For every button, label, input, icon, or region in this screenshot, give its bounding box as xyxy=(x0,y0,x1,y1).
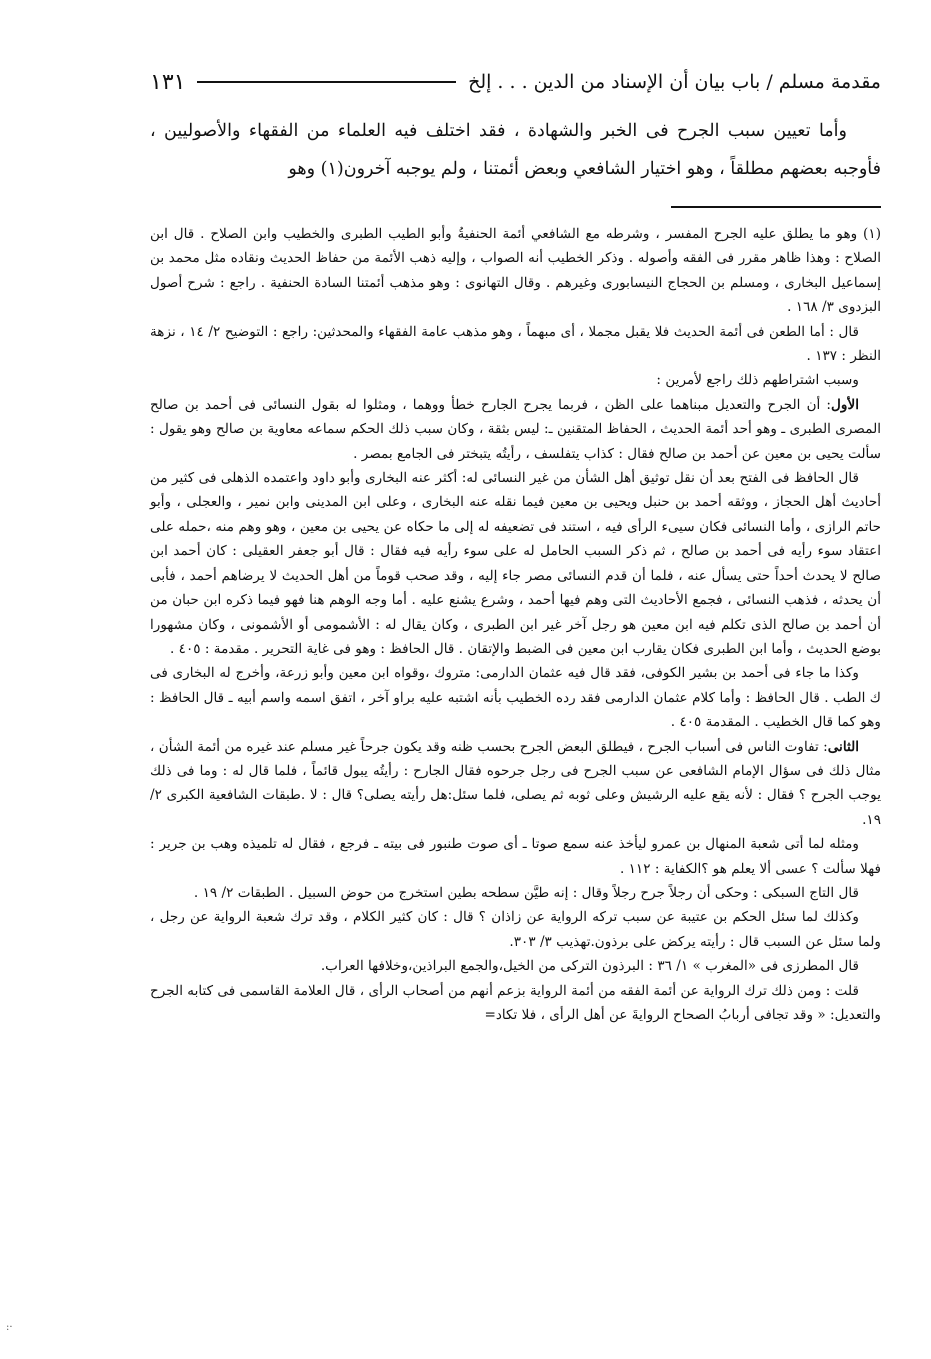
running-header xyxy=(150,60,881,104)
point-label: الثانى xyxy=(827,738,859,755)
footnote-paragraph: قال التاج السبكى : وحكى أن رجلاً جرح رجلاً وقال : إنه طيَّن سطحه بطين استخرج من حوض السبيل . الطبقات ٢/ ١٩ . xyxy=(193,884,859,901)
footnote-text: : تفاوت الناس فى أسباب الجرح ، فيطلق البعض الجرح بحسب ظنه وقد يكون جرحاً غير مسلم عند غيره من أئمة الشأن ، مثال ذلك فى سؤال الإمام الشافعى عن سبب الجرح فى رجل جرحوه فقال الجارح : رأيتُه يبول قائماً ، فلما قال له : وما فى ذلك يوجب الجرح ؟ فقال : لأنه يقع عليه الرشيش وعلى ثوبه ثم يصلى، فلما سئل:هل رأيته يصلى؟ قال : لا .طبقات الشافعية الكبرى ٢/ ١٩. xyxy=(150,738,881,828)
footnote-paragraph xyxy=(150,735,881,833)
main-text xyxy=(150,112,881,188)
footnote-paragraph: قلت : ومن ذلك ترك الرواية عن أئمة الفقه من أئمة الرواية بزعم أنهم من أصحاب الرأى ، قال العلامة القاسمى فى كتابه الجرح والتعديل: « وقد تجافى أربابُ الصحاح الروايةَ عن أهل الرأى ، فلا تكاد= xyxy=(150,982,881,1023)
footnote-paragraph: (١) وهو ما يطلق عليه الجرح المفسر ، وشرطه مع الشافعي أئمة الحنفيةُ وأبو الطيب الطبرى والخطيب وابن الصلاح . قال ابن الصلاح : وهذا ظاهر مقرر فى الفقه وأصوله . وذكر الخطيب أنه الصواب ، وإليه ذهب الأئمة من حفاظ الحديث ونقاده مثل محمد بن إسماعيل البخارى ، ومسلم بن الحجاج النيسابورى وغيرهم . وقال التهانوى : وهو مذهب أئمتنا السادة الحنفية . راجع : شرح أصول البزدوى ٣/ ١٦٨ . xyxy=(150,226,881,316)
footnote-paragraph xyxy=(150,393,881,466)
footnote-paragraph: قال الحافظ فى الفتح بعد أن نقل توثيق أهل الشأن من غير النسائى له: أكثر عنه البخارى وأبو داود واعتمده الذهلى فى كثير من أحاديث أهل الحجاز ، ووثقه أحمد بن حنبل ويحيى بن معين فيما نقله عنه البخارى ، وعلى ابن المدينى وابن نمير ، والعجلى ، وأبو حاتم الرازى ، وأما النسائى فكان سيىء الرأى فيه ، استند فى تضعيفه له إلى ما حكاه عن يحيى بن معين ، وهو وهم منه ،حمله على اعتقاد سوء رأيه فى أحمد بن صالح ، ثم ذكر السبب الحامل له على سوء رأيه فيه فقال : قال أبو جعفر العقيلى : كان أحمد ابن صالح لا يحدث أحداً حتى يسأل عنه ، فلما أن قدم النسائى مصر جاء إليه ، وقد صحب قوماً من أهل الحديث لا يرضاهم أحمد ، فأبى أن يحدثه ، فذهب النسائى ، فجمع الأحاديث التى وهم فيها أحمد ، وشرع يشنع عليه . أما وجه الوهم هنا فهو فيما ذكره ابن حبان من أن أحمد بن صالح الذى تكلم فيه ابن معين هو رجل آخر غير ابن الطبرى ، وكان يقال له : الأشمومى أو الأشمونى ، وكان مشهورا بوضع الحديث ، وأما ابن الطبرى فكان يقارب ابن معين فى الضبط والإتقان . قال الحافظ : وهو فى غاية التحرير . مقدمة : ٤٠٥ . xyxy=(150,470,881,657)
point-label: الأول xyxy=(831,396,859,413)
footnote-paragraph: قال : أما الطعن فى أئمة الحديث فلا يقبل مجملا ، أى مبهماً ، وهو مذهب عامة الفقهاء والمحدثين: راجع : التوضيح ٢/ ١٤ ، نزهة النظر : ١٣٧ . xyxy=(150,323,881,365)
footnote-separator xyxy=(671,206,881,208)
footnote-paragraph: وكذا ما جاء فى أحمد بن بشير الكوفى، فقد قال فيه عثمان الدارمى: متروك ،وقواه ابن معين وأبو زرعة، وأخرج له البخارى فى ك الطب . قال الحافظ : وأما كلام عثمان الدارمى فقد رده الخطيب بأنه اشتبه عليه براو آخر ، اتفق اسمه واسم أبيه ـ قال الحافظ : وهو كما قال الخطيب . المقدمة ٤٠٥ . xyxy=(150,665,881,731)
footnote-paragraph: وكذلك لما سئل الحكم بن عتيبة عن سبب تركه الرواية عن زاذان ؟ قال : كان كثير الكلام ، وقد ترك شعبة الرواية عن رجل ، ولما سئل عن السبب قال : رأيته يركض على برذون.تهذيب ٣/ ٣٠٣. xyxy=(150,909,881,950)
footnote-paragraph: قال المطرزى فى «المغرب » ١/ ٣٦ : البرذون التركى من الخيل،والجمع البراذين،وخلافها العراب. xyxy=(320,958,859,975)
header-rule xyxy=(197,81,456,83)
footnote-paragraph: ومثله لما أتى شعبة المنهال بن عمرو ليأخذ عنه سمع صوتا ـ أى صوت طنبور فى بيته ـ فرجع ، فقال له تلميذه وهب بن جرير : فهلا سألت ؟ عسى ألا يعلم هو ؟الكفاية : ١١٢ . xyxy=(150,836,881,877)
footnote-paragraph: وسبب اشتراطهم ذلك راجع لأمرين : xyxy=(656,372,859,389)
footnote-text: : أن الجرح والتعديل مبناهما على الظن ، فربما يجرح الجارح خطأ ووهما ، ومثلوا له بقول النسائى فى أحمد بن صالح المصرى الطبرى ـ وهو أحد أئمة الحديث ، الحفاظ المتقنين ـ: ليس بثقة ، وكان سبب ذلك الحكم سماعه معاوية بن صالح وهو يقول : سألت يحيى بن معين عن أحمد بن صالح فقال : كذاب يتفلسف ، رأيتُه يتبختر فى الجامع بمصر . xyxy=(150,396,881,462)
main-paragraph: وأما تعيين سبب الجرح فى الخبر والشهادة ، فقد اختلف فيه العلماء من الفقهاء والأصوليين ، فأوجبه بعضهم مطلقاً ، وهو اختيار الشافعي وبعض أئمتنا ، ولم يوجبه آخرون(١) وهو xyxy=(150,121,881,179)
header-title: مقدمة مسلم / باب بيان أن الإسناد من الدين . . . إلخ xyxy=(468,71,881,93)
footnotes xyxy=(150,222,881,1027)
scan-speck: ·: xyxy=(6,1322,13,1333)
page-number: ١٣١ xyxy=(150,69,186,95)
